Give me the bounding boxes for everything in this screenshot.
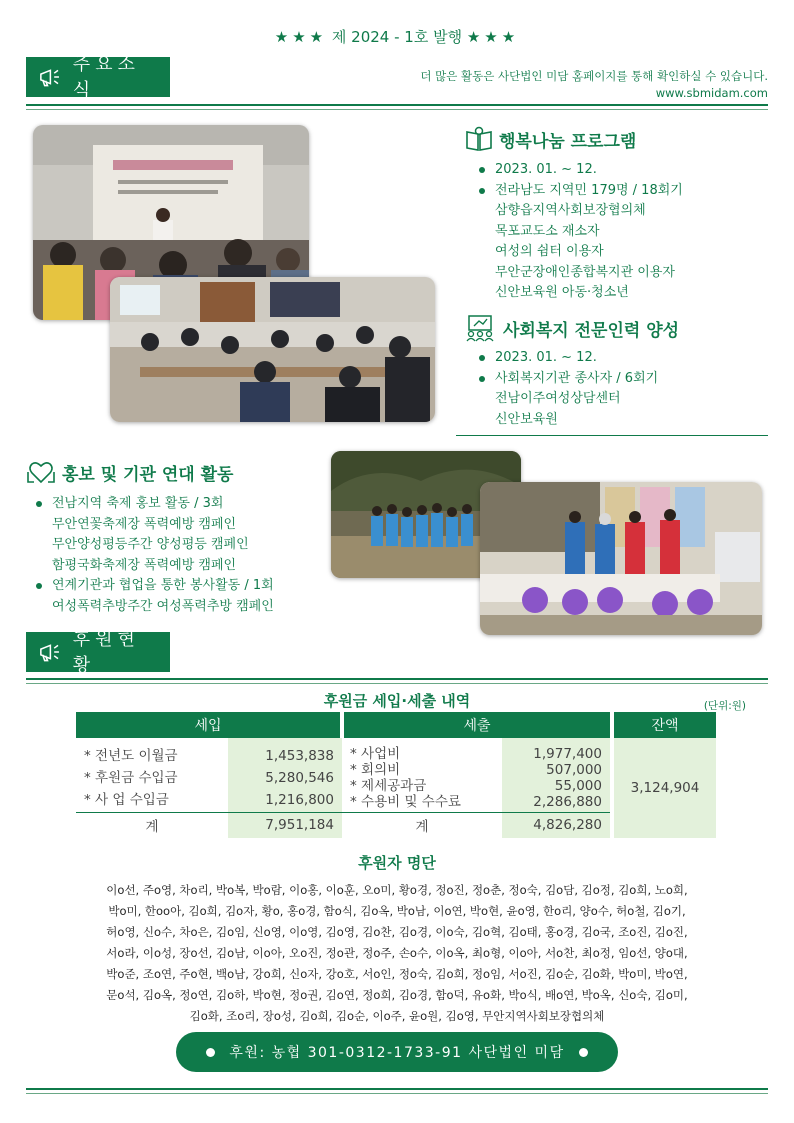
support-section-label bbox=[26, 628, 170, 676]
income-values bbox=[228, 738, 342, 812]
donor-list bbox=[80, 880, 714, 1027]
finance-table bbox=[76, 712, 716, 838]
list-subitem: 전남이주여성상담센터 bbox=[495, 391, 621, 406]
handshake-icon bbox=[26, 458, 56, 486]
program-happiness-title-text: 행복나눔 프로그램 bbox=[499, 131, 637, 152]
income-label: * 후원금 수입금 bbox=[84, 769, 178, 786]
list-subitem: 목포교도소 재소자 bbox=[495, 223, 600, 239]
income-label: * 전년도 이월금 bbox=[84, 747, 178, 764]
homepage-link[interactable]: www.sbmidam.com bbox=[655, 86, 768, 100]
expense-total-label: 계 bbox=[342, 812, 502, 838]
finance-unit: (단위:원) bbox=[703, 700, 746, 712]
expense-value: 1,977,400 bbox=[533, 745, 602, 762]
expense-label: * 사업비 bbox=[350, 745, 401, 762]
bank-account-banner bbox=[176, 1032, 618, 1072]
expense-total: 4,826,280 bbox=[502, 812, 612, 838]
list-subitem: 함평국화축제장 폭력예방 캠페인 bbox=[52, 557, 237, 573]
program-training bbox=[465, 314, 765, 430]
people-icon bbox=[465, 314, 497, 342]
list-subitem: 무안연꽃축제장 폭력예방 캠페인 bbox=[52, 516, 237, 532]
list-item: 전남지역 축제 홍보 활동 / 3회 bbox=[34, 494, 326, 515]
program-pr bbox=[26, 458, 326, 617]
list-subitem: 여성의 쉼터 이용자 bbox=[495, 244, 604, 259]
program-pr-list bbox=[34, 494, 326, 617]
expense-labels bbox=[342, 738, 502, 812]
expense-value: 507,000 bbox=[546, 761, 602, 778]
bank-account-text: 후원: 농협 301-0312-1733-91 사단법인 미담 bbox=[229, 1045, 565, 1061]
program-happiness-list bbox=[477, 160, 765, 304]
balance-value: 3,124,904 bbox=[612, 738, 716, 838]
expense-value: 55,000 bbox=[554, 777, 602, 794]
divider bbox=[26, 109, 768, 110]
bullet-dot bbox=[579, 1048, 588, 1057]
program-happiness-title bbox=[465, 126, 765, 152]
classroom-photo bbox=[110, 277, 435, 422]
divider bbox=[26, 1093, 768, 1094]
list-subitem: 무안양성평등주간 양성평등 캠페인 bbox=[52, 537, 249, 552]
income-total-label: 계 bbox=[76, 812, 228, 838]
star-icon: ★★★ bbox=[274, 28, 328, 46]
program-pr-title-text: 홍보 및 기관 연대 활동 bbox=[62, 464, 234, 485]
issue-text: 제 2024 - 1호 발행 bbox=[331, 28, 463, 46]
booth-campaign-photo bbox=[480, 482, 762, 635]
donor-title: 후원자 명단 bbox=[358, 854, 436, 872]
megaphone-icon bbox=[38, 65, 63, 89]
income-labels bbox=[76, 738, 228, 812]
list-item: 2023. 01. ~ 12. bbox=[477, 160, 765, 181]
list-subitem: 신안보육원 bbox=[495, 411, 558, 427]
support-label-text: 후원현황 bbox=[73, 625, 158, 680]
issue-line bbox=[0, 26, 794, 47]
income-total: 7,951,184 bbox=[228, 812, 342, 838]
donor-line: 박o미, 한oo아, 김o희, 김o자, 황o, 홍o경, 함o식, 김o옥, 박o남, 이o연, 박o현, 윤o영, 한o리, 양o수, 허o철, 김o기, bbox=[108, 904, 686, 918]
income-label: * 사 업 수입금 bbox=[84, 791, 169, 808]
list-subitem: 여성폭력추방주간 여성폭력추방 캠페인 bbox=[52, 598, 274, 614]
finance-title: 후원금 세입·세출 내역 bbox=[323, 692, 471, 710]
header-note bbox=[420, 68, 768, 102]
list-subitem: 무안군장애인종합복지관 이용자 bbox=[495, 264, 675, 280]
expense-value: 2,286,880 bbox=[533, 793, 602, 810]
list-item: 전라남도 지역민 179명 / 18회기 bbox=[477, 181, 765, 202]
expense-values bbox=[502, 738, 612, 812]
divider bbox=[26, 104, 768, 106]
list-item: 2023. 01. ~ 12. bbox=[477, 348, 765, 369]
star-icon: ★★★ bbox=[466, 28, 520, 46]
income-header: 세입 bbox=[76, 712, 342, 738]
header-note-line1: 더 많은 활동은 사단법인 미담 홈페이지를 통해 확인하실 수 있습니다. bbox=[420, 69, 768, 83]
program-happiness bbox=[465, 126, 765, 304]
list-subitem: 삼향읍지역사회보장협의체 bbox=[495, 203, 646, 218]
expense-label: * 제세공과금 bbox=[350, 777, 427, 794]
program-training-list bbox=[477, 348, 765, 430]
list-item: 연계기관과 협업을 통한 봉사활동 / 1회 bbox=[34, 576, 326, 597]
book-icon bbox=[465, 126, 493, 152]
program-training-title bbox=[465, 314, 765, 342]
program-training-title-text: 사회복지 전문인력 양성 bbox=[503, 320, 680, 341]
expense-label: * 수용비 및 수수료 bbox=[350, 793, 461, 810]
list-item: 사회복지기관 종사자 / 6회기 bbox=[477, 369, 765, 390]
news-section-label bbox=[26, 53, 170, 101]
donor-line: 허o영, 신o수, 차o은, 김o임, 신o영, 이o영, 김o영, 김o찬, 김o경, 이o숙, 김o혁, 김o태, 홍o경, 김o국, 조o진, 김o진, bbox=[106, 925, 688, 939]
megaphone-icon bbox=[38, 640, 63, 664]
income-value: 1,216,800 bbox=[265, 791, 334, 808]
news-label-text: 주요소식 bbox=[73, 50, 158, 105]
donor-line: 박o준, 조o연, 주o현, 백o남, 강o희, 신o자, 강o호, 서o인, 정o숙, 김o희, 정o임, 서o진, 김o순, 김o화, 박o미, 박o연, bbox=[106, 967, 688, 981]
program-pr-title bbox=[26, 458, 326, 486]
bullet-dot bbox=[206, 1048, 215, 1057]
donor-line: 문o석, 김o옥, 정o연, 김o하, 박o현, 정o권, 김o연, 정o희, 김o경, 함o덕, 유o화, 박o식, 배o연, 박o옥, 신o숙, 김o미, bbox=[106, 988, 688, 1002]
list-subitem: 신안보육원 아동·청소년 bbox=[495, 285, 629, 300]
income-value: 5,280,546 bbox=[265, 769, 334, 786]
divider bbox=[26, 1088, 768, 1090]
donor-line: 서o라, 이o성, 장o선, 김o남, 이o아, 오o진, 정o관, 정o주, 손o수, 이o옥, 최o형, 이o아, 서o찬, 최o정, 임o선, 양o대, bbox=[106, 946, 688, 960]
expense-label: * 회의비 bbox=[350, 761, 401, 778]
divider bbox=[456, 435, 768, 436]
income-value: 1,453,838 bbox=[265, 747, 334, 764]
divider bbox=[26, 683, 768, 684]
expense-header: 세출 bbox=[342, 712, 612, 738]
balance-header: 잔액 bbox=[612, 712, 716, 738]
divider bbox=[26, 678, 768, 680]
donor-line: 김o화, 조o리, 장o성, 김o희, 김o순, 이o주, 윤o원, 김o영, 무안지역사회보장협의체 bbox=[189, 1009, 605, 1023]
donor-line: 이o선, 주o영, 차o리, 박o복, 박o람, 이o홍, 이o훈, 오o미, 황o경, 정o진, 정o춘, 정o숙, 김o담, 김o정, 김o희, 노o희, bbox=[106, 883, 688, 897]
